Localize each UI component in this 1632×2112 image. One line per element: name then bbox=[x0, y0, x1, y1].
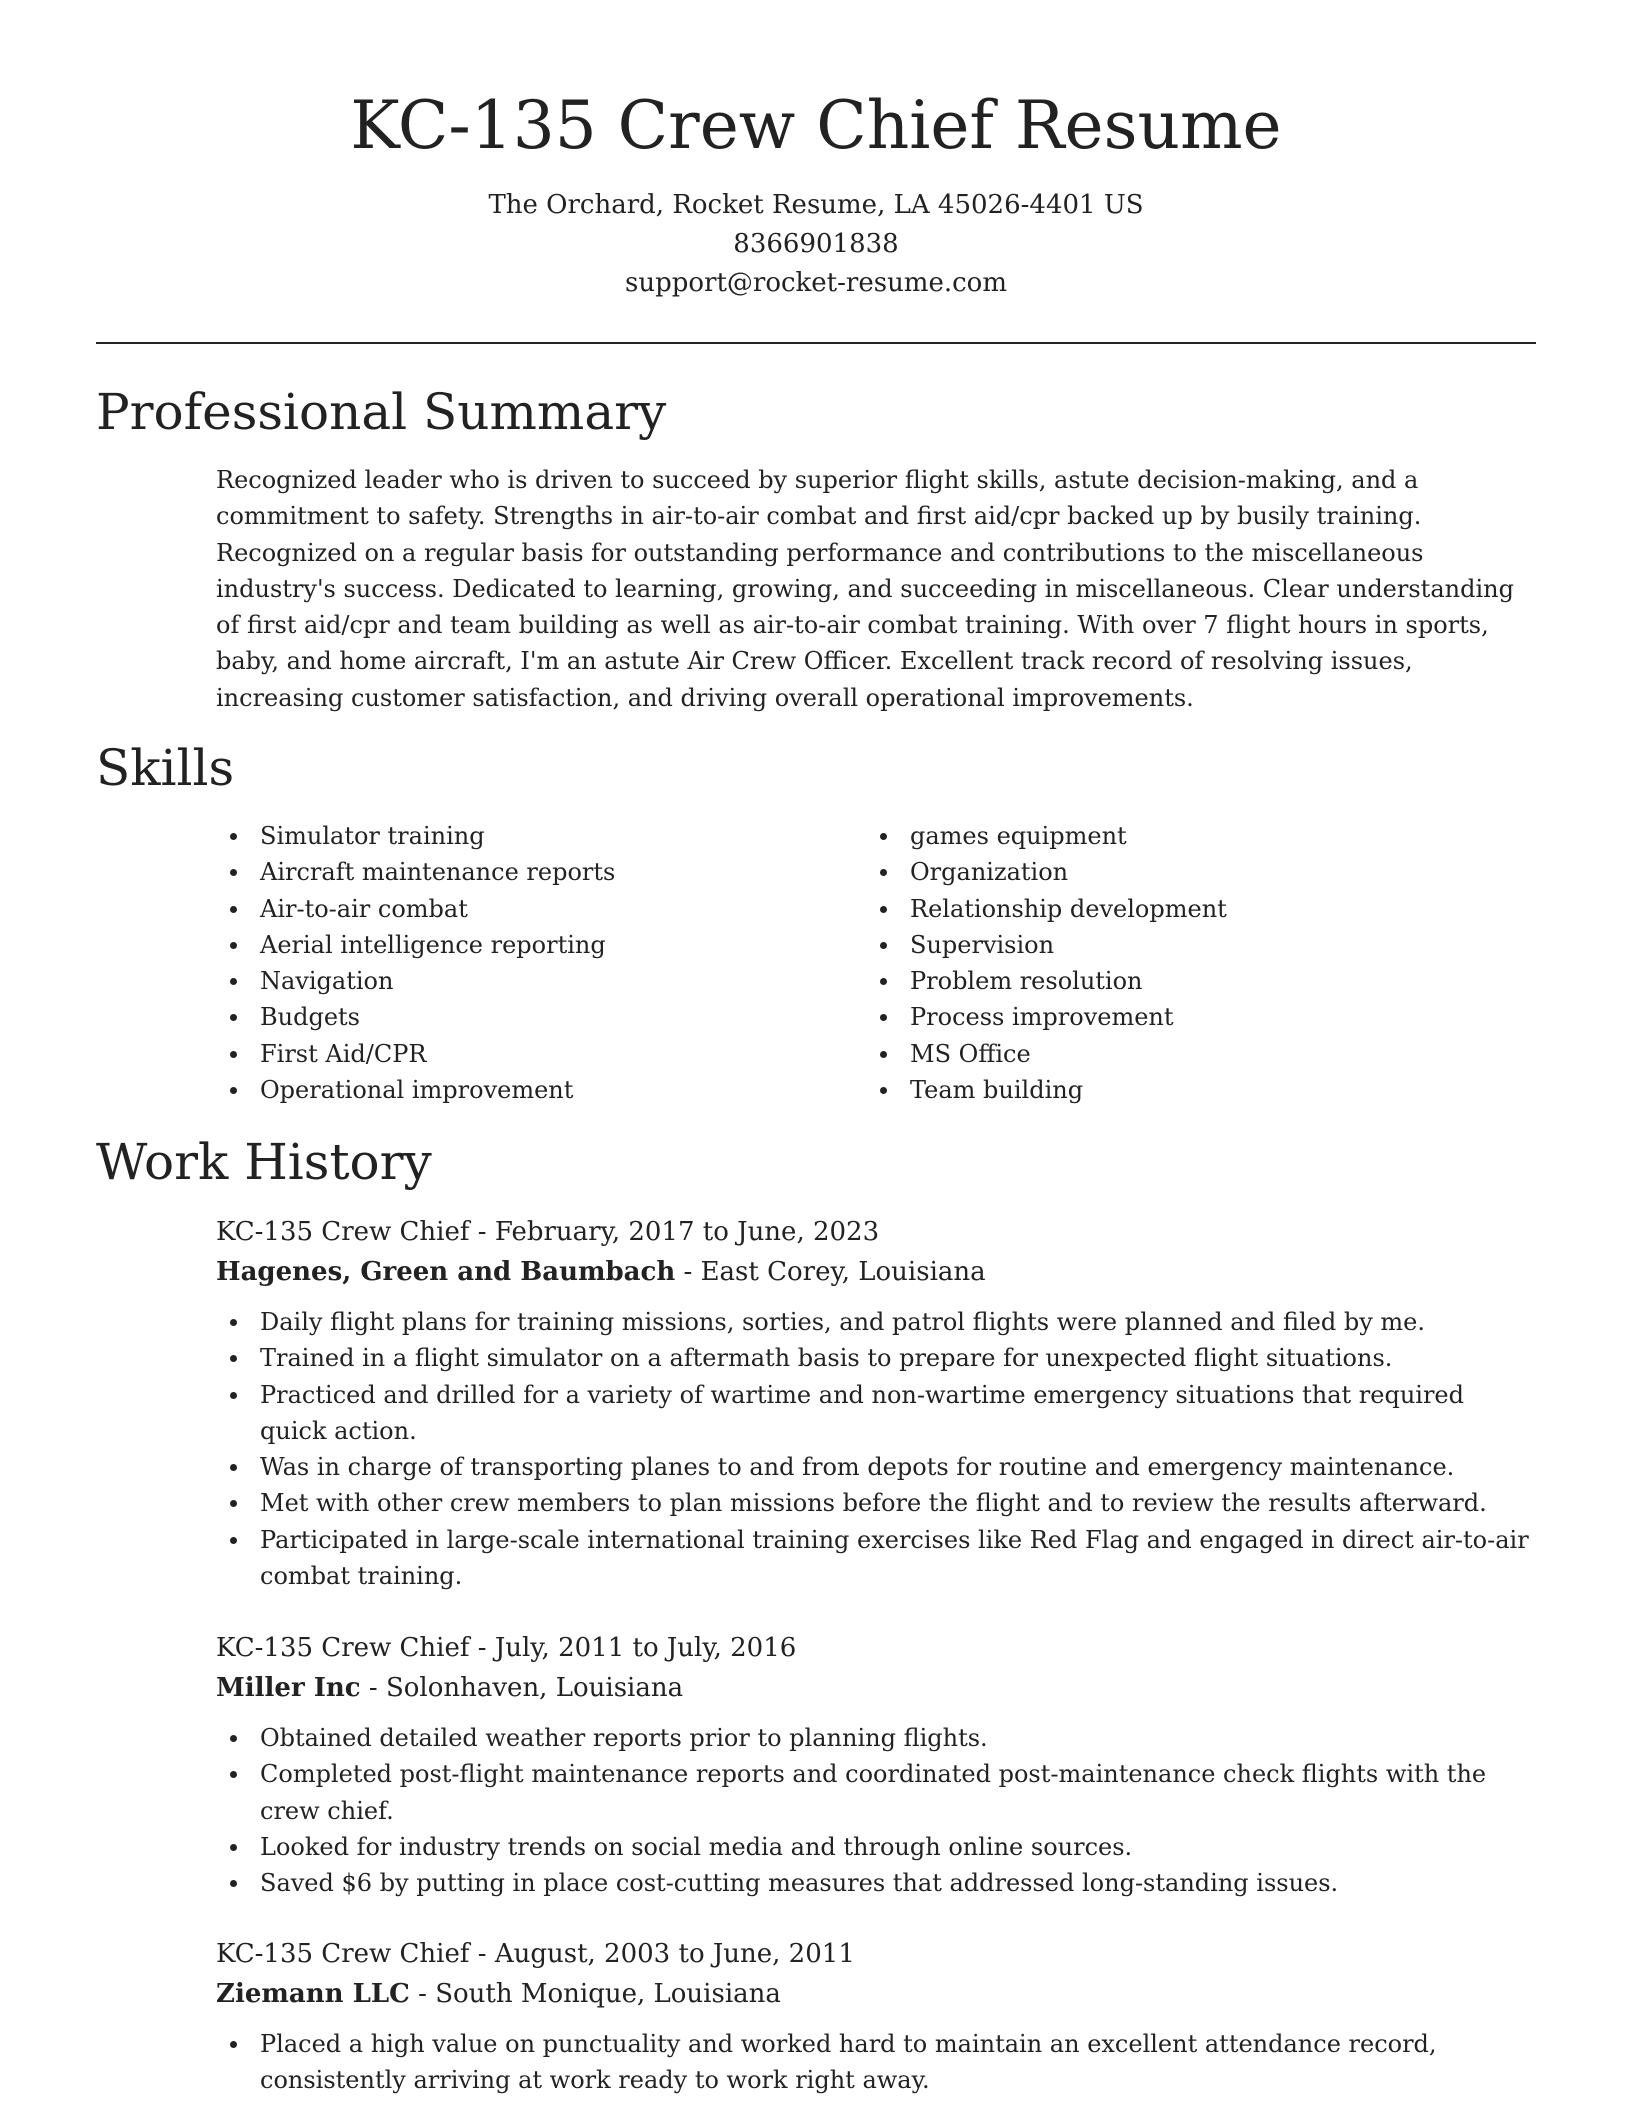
separator: - bbox=[409, 1979, 436, 2009]
job-company-line bbox=[216, 1252, 1536, 1292]
duty-item: Met with other crew members to plan missions before the flight and to review the results afterward. bbox=[216, 1485, 1536, 1521]
skills-list bbox=[216, 818, 1536, 1108]
separator: - bbox=[469, 1217, 495, 1247]
duty-item: Trained in a flight simulator on a aftermath basis to prepare for unexpected flight situations. bbox=[216, 1340, 1536, 1376]
skill-item: Aerial intelligence reporting bbox=[216, 927, 866, 963]
job-title: KC-135 Crew Chief bbox=[216, 1939, 470, 1969]
skill-item: Air-to-air combat bbox=[216, 891, 866, 927]
skill-item: games equipment bbox=[866, 818, 1516, 854]
skill-item: Navigation bbox=[216, 963, 866, 999]
summary-text: Recognized leader who is driven to succeed by superior flight skills, astute decision-making, and a commitment to safety. Strengths in air-to-air combat and first aid/cpr backed up by busily training. Recognized on a regular basis for outstanding performance and contributions to the miscellaneous industry's success. Dedicated to learning, growing, and succeeding in miscellaneous. Clear understanding of first aid/cpr and team building as well as air-to-air combat training. With over 7 flight hours in sports, baby, and home aircraft, I'm an astute Air Crew Officer. Excellent track record of resolving issues, increasing customer satisfaction, and driving overall operational improvements. bbox=[216, 466, 1514, 712]
job-company-line bbox=[216, 1668, 1536, 1708]
separator: - bbox=[360, 1673, 386, 1703]
contact-email: support@rocket-resume.com bbox=[624, 268, 1007, 298]
job-title-line bbox=[216, 1934, 1536, 1974]
skills-column-left bbox=[216, 818, 866, 1108]
job-title-line bbox=[216, 1628, 1536, 1668]
job-dates: February, 2017 to June, 2023 bbox=[494, 1217, 880, 1247]
job-title: KC-135 Crew Chief bbox=[216, 1633, 470, 1663]
job-entry bbox=[216, 1628, 1536, 1901]
skill-item: Aircraft maintenance reports bbox=[216, 854, 866, 890]
job-duties bbox=[216, 1720, 1536, 1901]
work-history-heading: Work History bbox=[96, 1133, 432, 1191]
job-duties bbox=[216, 1304, 1536, 1594]
duty-item: Completed post-flight maintenance reports and coordinated post-maintenance check flights with the crew chief. bbox=[216, 1756, 1536, 1829]
summary-heading: Professional Summary bbox=[96, 383, 667, 441]
skill-item: MS Office bbox=[866, 1036, 1516, 1072]
duty-item: Daily flight plans for training missions, sorties, and patrol flights were planned and filed by me. bbox=[216, 1304, 1536, 1340]
job-location: East Corey, Louisiana bbox=[700, 1257, 986, 1287]
contact-phone: 8366901838 bbox=[733, 229, 899, 259]
job-dates: August, 2003 to June, 2011 bbox=[494, 1939, 855, 1969]
job-company: Ziemann LLC bbox=[216, 1979, 410, 2009]
header-divider bbox=[96, 342, 1536, 344]
duty-item: Saved $6 by putting in place cost-cutting measures that addressed long-standing issues. bbox=[216, 1865, 1536, 1901]
job-duties bbox=[216, 2026, 1536, 2099]
duty-item: Obtained detailed weather reports prior to planning flights. bbox=[216, 1720, 1536, 1756]
job-dates: July, 2011 to July, 2016 bbox=[494, 1633, 797, 1663]
skills-column-right bbox=[866, 818, 1516, 1108]
job-title-line bbox=[216, 1212, 1536, 1252]
job-company: Hagenes, Green and Baumbach bbox=[216, 1257, 676, 1287]
duty-item: Placed a high value on punctuality and worked hard to maintain an excellent attendance record, consistently arriving at work ready to work right away. bbox=[216, 2026, 1536, 2099]
skill-item: Relationship development bbox=[866, 891, 1516, 927]
skill-item: Operational improvement bbox=[216, 1072, 866, 1108]
duty-item: Practiced and drilled for a variety of wartime and non-wartime emergency situations that required quick action. bbox=[216, 1377, 1536, 1450]
job-company-line bbox=[216, 1974, 1536, 2014]
job-location: South Monique, Louisiana bbox=[435, 1979, 781, 2009]
duty-item: Participated in large-scale international training exercises like Red Flag and engaged in direct air-to-air combat training. bbox=[216, 1522, 1536, 1595]
skill-item: Organization bbox=[866, 854, 1516, 890]
skill-item: Simulator training bbox=[216, 818, 866, 854]
separator: - bbox=[469, 1633, 495, 1663]
job-company: Miller Inc bbox=[216, 1673, 361, 1703]
skill-item: First Aid/CPR bbox=[216, 1036, 866, 1072]
skill-item: Problem resolution bbox=[866, 963, 1516, 999]
resume-header bbox=[96, 84, 1536, 303]
skill-item: Team building bbox=[866, 1072, 1516, 1108]
separator: - bbox=[469, 1939, 495, 1969]
duty-item: Was in charge of transporting planes to and from depots for routine and emergency maintenance. bbox=[216, 1449, 1536, 1485]
skill-item: Process improvement bbox=[866, 999, 1516, 1035]
job-title: KC-135 Crew Chief bbox=[216, 1217, 470, 1247]
job-location: Solonhaven, Louisiana bbox=[385, 1673, 684, 1703]
job-entry bbox=[216, 1934, 1536, 2099]
separator: - bbox=[675, 1257, 701, 1287]
resume-title: KC-135 Crew Chief Resume bbox=[350, 87, 1282, 164]
contact-address: The Orchard, Rocket Resume, LA 45026-4401 US bbox=[488, 190, 1144, 220]
job-entry bbox=[216, 1212, 1536, 1594]
skill-item: Supervision bbox=[866, 927, 1516, 963]
duty-item: Looked for industry trends on social media and through online sources. bbox=[216, 1829, 1536, 1865]
skill-item: Budgets bbox=[216, 999, 866, 1035]
skills-heading: Skills bbox=[96, 739, 235, 797]
